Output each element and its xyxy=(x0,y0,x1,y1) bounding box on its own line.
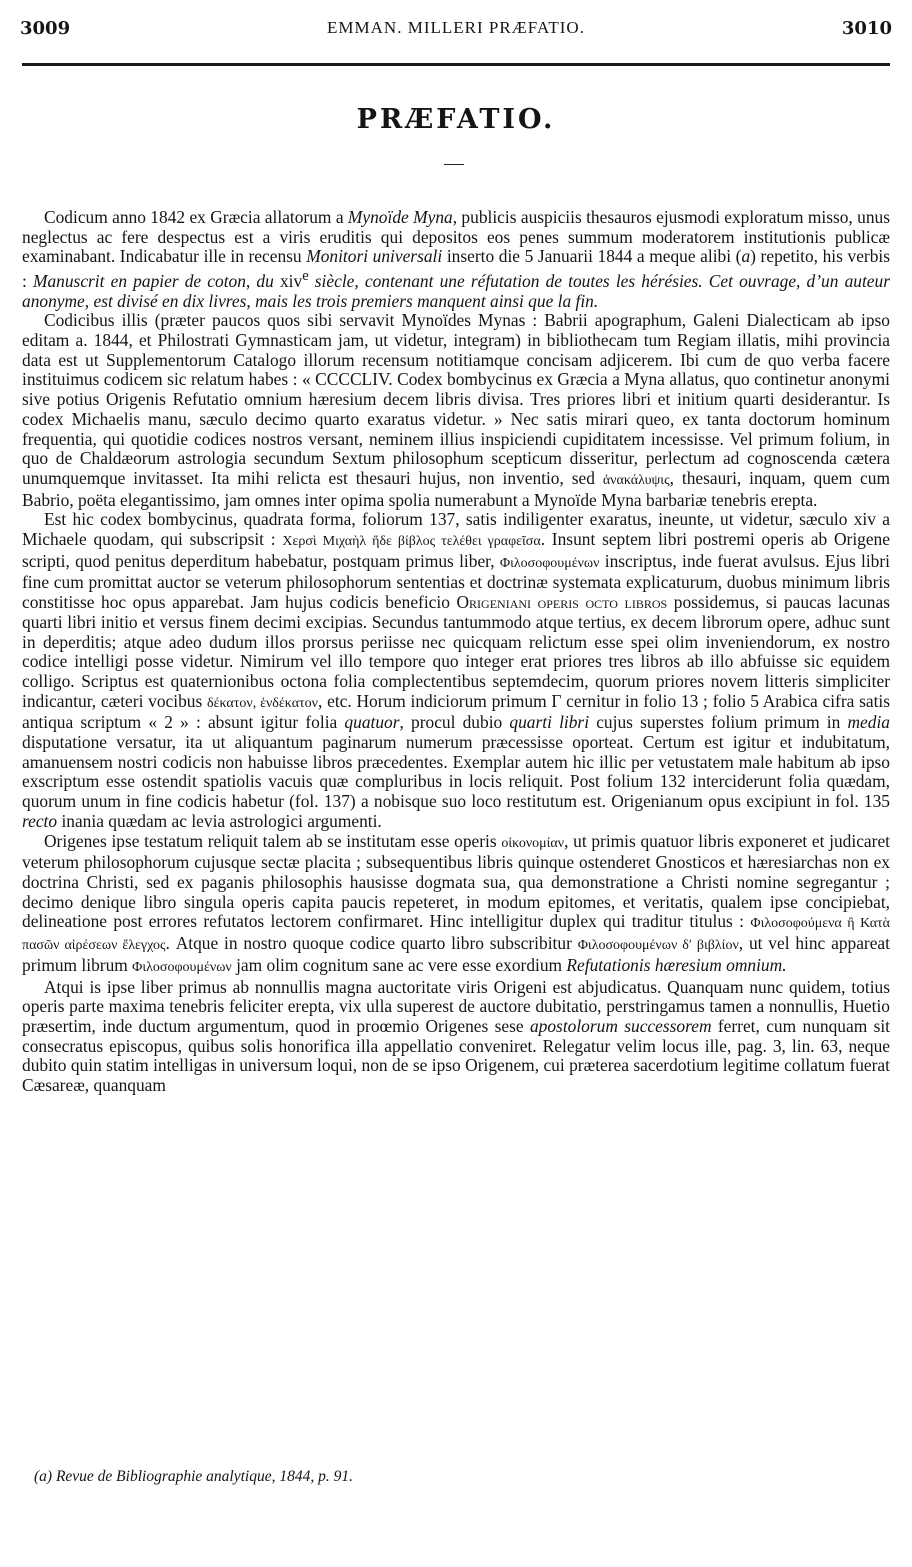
paragraph xyxy=(22,832,890,978)
text-segment: , thesauri, inquam, quem cum Babrio, poëta elegantissimo, jam omnes inter opima spolia numerabunt a Mynoïde Myna barbariæ tenebris erepta. xyxy=(22,467,890,510)
text-segment: Est hic codex bombycinus, quadrata forma, foliorum 137, satis indiligenter exaratus, ineunte, ut videtur, sæculo xiv a Michaele quodam, qui subscripsit : xyxy=(22,509,890,550)
paragraph xyxy=(22,208,890,311)
greek-text: Χερσὶ Μιχαὴλ ἥδε βίβλος τελέθει γραφεῖσα xyxy=(282,534,541,550)
title-dash-divider xyxy=(444,164,464,165)
greek-text: δέκατον, ἑνδέκατον xyxy=(207,695,319,711)
text-segment: apostolorum successorem xyxy=(529,1015,712,1036)
text-segment: inserto die 5 Januarii 1844 a meque alibi ( xyxy=(442,246,742,267)
text-segment: a xyxy=(741,246,751,267)
text-segment: siècle, contenant une réfutation de toutes les hérésies. Cet ouvrage, d’un auteur anonyme, est divisé en dix livres, mais les trois premiers manquent ainsi que la fin. xyxy=(22,270,890,311)
text-segment: possidemus, si paucas lacunas quarti libri initio et versus finem decimi excipias. Secundus tantummodo atque tertius, ex decem librorum opere, adhuc sunt in deperditis; atque adeo dudum illos prorsus periisse nec quicquam relictum esse spei olim inveniendorum, ex nostro codice intelligi posse videtur. Nimirum vel illo tempore quo integer erat priores tres libros ab illo abfuisse sic equidem colligo. Scriptus est quaternionibus octona folia complectentibus septemdecim, quorum priores novem litteris simpliciter indicantur, cæteri vocibus xyxy=(22,592,890,711)
text-segment: Monitori universali xyxy=(306,246,443,267)
text-segment: Mynoïde Myna xyxy=(347,207,453,227)
page-number-left: 3009 xyxy=(20,18,71,39)
greek-text: οἰκονομίαν xyxy=(501,835,565,851)
text-segment: . Atque in nostro quoque codice quarto libro subscribitur xyxy=(165,933,578,954)
text-segment: inania quædam ac levia astrologici argumenti. xyxy=(57,810,382,831)
greek-text: Φιλοσοφουμένων xyxy=(132,959,232,975)
text-segment: recto xyxy=(22,810,58,831)
text-segment: xiv xyxy=(273,270,303,291)
greek-text: Φιλοσοφούμενα ἢ Κατὰ πασῶν αἱρέσεων ἔλεγχος xyxy=(22,916,890,954)
text-segment: . Insunt septem libri postremi operis ab Origene scripti, quod penitus deperditum habebatur, postquam primus liber, xyxy=(22,529,890,571)
text-segment: inscriptus, inde fuerat avulsus. Ejus libri fine cum promittat auctor se veterum philosophorum sententias et doctrinæ systemata explicaturum, duobus minimum libris constitisse hoc opus apparebat. Jam hujus codicis beneficio xyxy=(22,550,890,613)
text-segment: ) repetito, his verbis : xyxy=(22,246,891,291)
footnote: (a) Revue de Bibliographie analytique, 1844, p. 91. xyxy=(34,1468,353,1485)
body-text xyxy=(22,208,890,1096)
header-rule xyxy=(22,63,890,66)
page-number-right: 3010 xyxy=(841,18,892,39)
text-segment: , publicis auspiciis thesauros ejusmodi exploratum misso, unus neglectus ac fere despectus est a viris eruditis qui depositos eos penes summum moderatorem institutionis publicæ examinabant. Indicabatur ille in recensu xyxy=(22,207,890,267)
text-segment: Origeniani operis octo libros xyxy=(456,592,668,613)
text-segment: , ut vel hinc appareat primum librum xyxy=(22,933,890,975)
text-segment: media xyxy=(847,712,890,733)
paragraph xyxy=(22,510,890,831)
text-segment: Atqui is ipse liber primus ab nonnullis magna auctoritate viris Origeni est abjudicatus. Quanquam nunc quidem, totius operis parte maxima tenebris feliciter erepta, vix ulla superest de auctore dubitatio, perstringamus tamen a nonnullis, Huetio præsertim, inde ductum argumentum, quod in proœmio Origenes sese xyxy=(22,976,890,1036)
text-segment: , procul dubio xyxy=(399,712,510,733)
paragraph xyxy=(22,311,890,510)
text-segment: Manuscrit en papier de coton, du xyxy=(32,270,274,291)
text-segment: ferret, cum nunquam sit consecratus episcopus, quibus solis honorifica illa appellatio conveniret. Relegatur velim locus ille, pag. 3, lin. 63, neque dubito quin statim intelligas in universum loqui, non de se ipso Origenem, cui præterea sacerdotium legitime collatum fuerat Cæsareæ, quanquam xyxy=(22,1015,891,1096)
text-segment: quatuor xyxy=(344,712,400,733)
text-segment: Codicum anno 1842 ex Græcia allatorum a xyxy=(44,207,348,227)
text-segment: , etc. Horum indiciorum primum Γ cernitur in folio 13 ; folio 5 Arabica cifra satis antiqua scriptum « 2 » : absunt igitur folia xyxy=(22,690,890,733)
text-segment: Origenes ipse testatum reliquit talem ab se institutam esse operis xyxy=(44,830,502,851)
paragraph xyxy=(22,978,890,1096)
greek-text: ἀνακάλυψις xyxy=(602,472,670,488)
text-segment: quarti libri xyxy=(509,712,590,733)
running-header xyxy=(20,18,892,46)
text-segment: , ut primis quatuor libris exponeret et judicaret veterum philosophorum cujusque sectæ placita ; subsequentibus libris quinque ostenderet Gnosticos et hæresiarchas non ex doctrina Christi, sed ex paganis philosophis hausisse dogmata sua, qua demonstratione a Christi nomine segregantur ; decimo denique libro singula operis capita paucis repeteret, in modum epitomes, et veritatis, qualem ipse concipiebat, delineatione post errores refutatos lectorem confirmaret. Hinc intelligitur duplex qui traditur titulus : xyxy=(22,830,890,932)
text-segment: Refutationis hæresium omnium. xyxy=(566,954,787,975)
text-segment: e xyxy=(302,268,309,285)
text-segment: Codicibus illis (præter paucos quos sibi servavit Mynoïdes Mynas : Babrii apographum, Galeni Dialecticam ab ipso editam a. 1844, et Philostrati Gymnasticam jam, ut videtur, integram) in bibliothecam tum Regiam illatis, mihi provincia data est ut Supplementorum Catalogo illorum recensum notitiamque concisam adjicerem. Ibi cum de quo verba facere instituimus codicem sic relatum habes : « CCCCLIV. Codex bombycinus ex Græcia a Myna allatus, quo continetur anonymi sive potius Origenis Refutatio omnium hæresium decem libris divisa. Tres priores libri et initium quarti desiderantur. Is codex Michaelis manu, sæculo decimo quarto exaratus videtur. » Nec satis mirari queo, ex tanta doctorum hominum frequentia, qui quotidie codices nostros versant, neminem illius inspiciendi cupiditatem incessisse. Vel primum folium, in quo de Chaldæorum astrologia secundum Sextum philosophum scepticum disseritur, perlectum ad cognoscenda cætera unumquemque invitasset. Ita mihi relicta est thesauri hujus, non inventio, sed xyxy=(22,310,890,488)
running-title: EMMAN. MILLERI PRÆFATIO. xyxy=(327,18,585,37)
page-title: PRÆFATIO. xyxy=(356,104,556,135)
text-segment: disputatione versatur, ita ut aliquantum paginarum numerum præcessisse oporteat. Certum est igitur et indubitatum, amanuensem nostri codicis non habuisse libros præcedentes. Exemplar autem hic illic per vetustatem male habitum ab ipso exscriptum esse ostendit spatiolis vacuis quæ compluribus in locis reliquit. Post folium 132 interciderunt folia quædam, quorum unum in fine codicis habetur (fol. 137) a nobisque suo loco restitutum est. Origenianum opus excipiunt in fol. 135 xyxy=(22,732,890,812)
text-segment: jam olim cognitum sane ac vere esse exordium xyxy=(231,954,567,975)
greek-text: Φιλοσοφουμένων δʹ βιβλίον xyxy=(577,938,739,954)
greek-text: Φιλοσοφουμένων xyxy=(499,555,600,571)
text-segment: cujus superstes folium primum in xyxy=(589,712,848,733)
